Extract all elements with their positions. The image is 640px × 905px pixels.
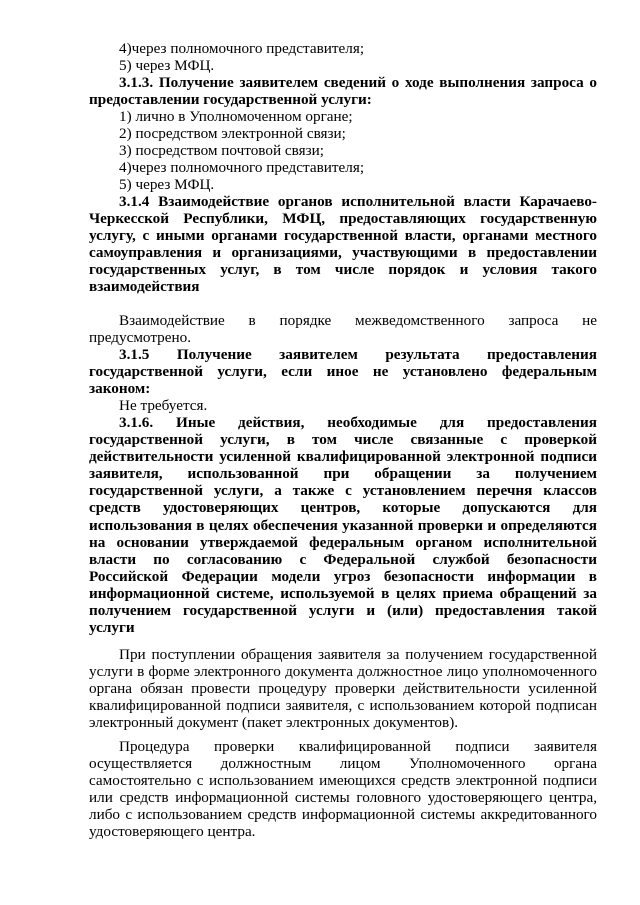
list-item: 3) посредством почтовой связи;: [119, 142, 324, 159]
list-item: 4)через полномочного представителя;: [119, 159, 365, 176]
section-body-3-1-4: Взаимодействие в порядке межведомственного запроса не предусмотрено.: [89, 312, 597, 347]
list-item: 5) через МФЦ.: [119, 176, 215, 193]
section-heading-3-1-5: 3.1.5 Получение заявителем результата предоставления государственной услуги, если иное не установлено федеральным законом:: [89, 346, 597, 398]
section-heading-3-1-6: 3.1.6. Иные действия, необходимые для предоставления государственной услуги, в том числе связанные с проверкой действительности усиленной квалифицированной электронной подписи заявителя, использованной при обращении за получением государственной услуги, а также с установлением перечня классов средств удостоверяющих центров, которые допускаются для использования в целях обеспечения указанной проверки и определяются на основании утверждаемой федеральным органом исполнительной власти по согласованию с Федеральной службой безопасности Российской Федерации модели угроз безопасности информации в информационной системе, используемой в целях приема обращений за получением государственной услуги и (или) предоставления такой услуги: [89, 414, 597, 637]
list-item: 4)через полномочного представителя;: [119, 40, 365, 57]
section-heading-3-1-3: 3.1.3. Получение заявителем сведений о ходе выполнения запроса о предоставлении государственной услуги:: [89, 74, 597, 109]
paragraph: При поступлении обращения заявителя за получением государственной услуги в форме электронного документа должностное лицо уполномоченного органа обязан провести процедуру проверки действительности усиленной квалифицированной подписи заявителя, с использованием которой подписан электронный документ (пакет электронных документов).: [89, 646, 597, 732]
section-body-3-1-5: Не требуется.: [119, 397, 208, 414]
list-item: 2) посредством электронной связи;: [119, 125, 346, 142]
list-item: 5) через МФЦ.: [119, 57, 215, 74]
paragraph: Процедура проверки квалифицированной подписи заявителя осуществляется должностным лицом Уполномоченного органа самостоятельно с использованием имеющихся средств электронной подписи или средств информационной системы головного удостоверяющего центра, либо с использованием средств информационной системы аккредитованного удостоверяющего центра.: [89, 738, 597, 841]
list-item: 1) лично в Уполномоченном органе;: [119, 108, 353, 125]
section-heading-3-1-4: 3.1.4 Взаимодействие органов исполнительной власти Карачаево-Черкесской Республики, МФЦ, предоставляющих государственную услугу, с иными органами государственной власти, органами местного самоуправления и организациями, участвующими в предоставлении государственных услуг, в том числе порядок и условия такого взаимодействия: [89, 193, 597, 296]
